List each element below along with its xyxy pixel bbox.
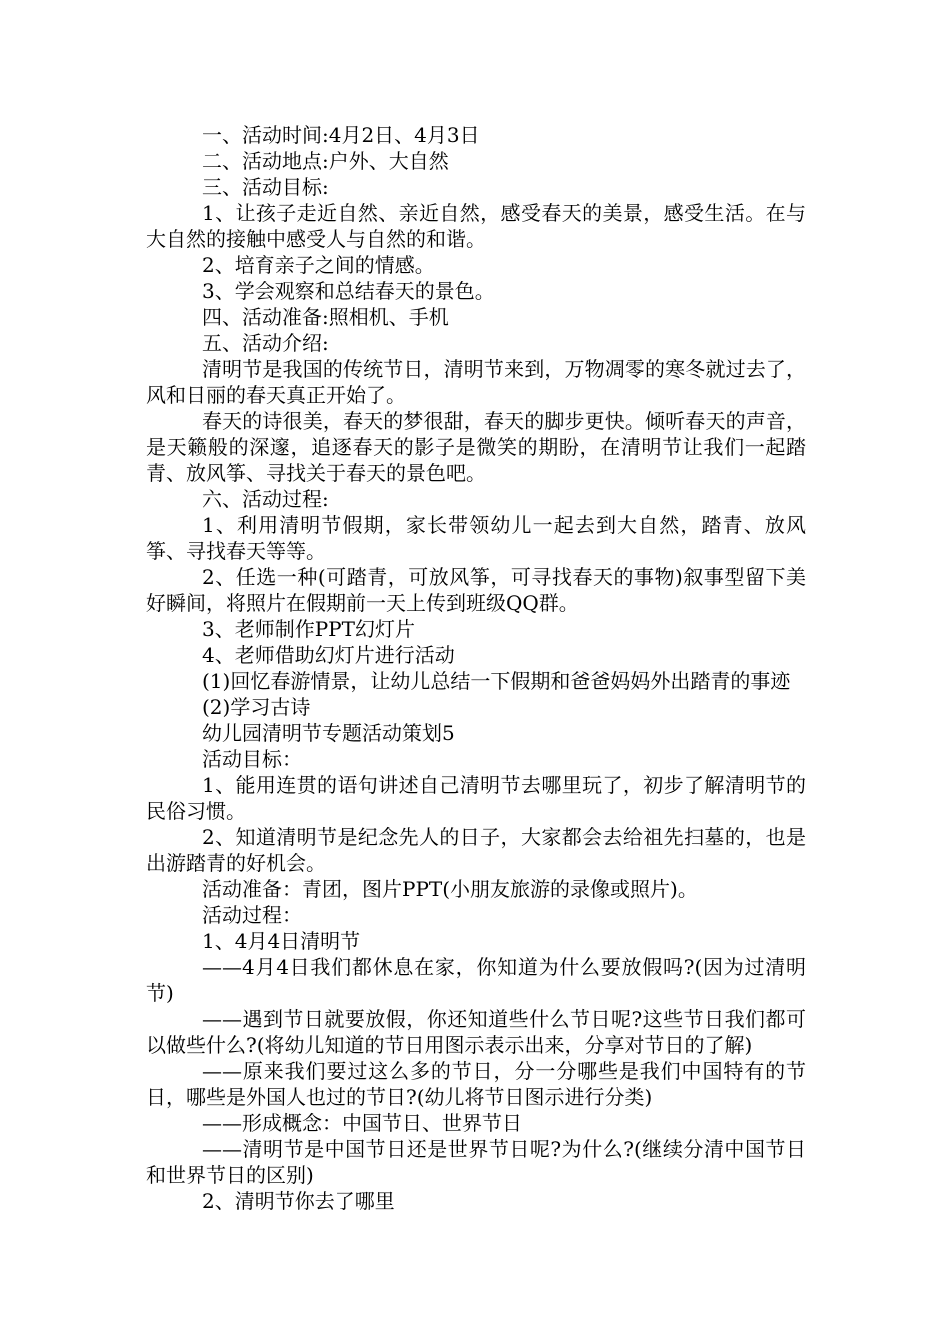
- paragraph-introduction-heading: 五、活动介绍:: [202, 331, 329, 355]
- paragraph-process-4-sub-1: (1)回忆春游情景，让幼儿总结一下假期和爸爸妈妈外出踏青的事迹: [202, 669, 791, 693]
- paragraph-process-4-sub-2: (2)学习古诗: [202, 695, 311, 719]
- paragraph-dialogue-3: ——原来我们要过这么多的节日，分一分哪些是我们中国特有的节日，哪些是外国人也过的节日?(幼儿将节日图示进行分类): [146, 1059, 806, 1109]
- section-title-plan-5: 幼儿园清明节专题活动策划5: [202, 721, 455, 745]
- paragraph-plan5-goals-heading: 活动目标：: [202, 747, 302, 771]
- paragraph-dialogue-2: ——遇到节日就要放假，你还知道些什么节日呢?这些节日我们都可以做些什么?(将幼儿知道的节日用图示表示出来，分享对节日的了解): [146, 1007, 806, 1057]
- paragraph-process-heading: 六、活动过程:: [202, 487, 329, 511]
- paragraph-goal-2: 2、培育亲子之间的情感。: [202, 253, 435, 277]
- paragraph-goal-1: 1、让孩子走近自然、亲近自然，感受春天的美景，感受生活。在与大自然的接触中感受人与自然的和谐。: [146, 201, 806, 251]
- paragraph-process-2: 2、任选一种(可踏青，可放风筝，可寻找春天的事物)叙事型留下美好瞬间，将照片在假期前一天上传到班级QQ群。: [146, 565, 806, 615]
- paragraph-plan5-process-heading: 活动过程：: [202, 903, 302, 927]
- paragraph-introduction-1: 清明节是我国的传统节日，清明节来到，万物凋零的寒冬就过去了，风和日丽的春天真正开始了。: [146, 357, 806, 407]
- paragraph-activity-time: 一、活动时间:4月2日、4月3日: [202, 123, 480, 147]
- paragraph-plan5-preparation: 活动准备：青团，图片PPT(小朋友旅游的录像或照片)。: [202, 877, 698, 901]
- paragraph-activity-place: 二、活动地点:户外、大自然: [202, 149, 449, 173]
- paragraph-process-3: 3、老师制作PPT幻灯片: [202, 617, 415, 641]
- paragraph-introduction-2: 春天的诗很美，春天的梦很甜，春天的脚步更快。倾听春天的声音，是天籁般的深邃，追逐春天的影子是微笑的期盼，在清明节让我们一起踏青、放风筝、寻找关于春天的景色吧。: [146, 409, 806, 485]
- paragraph-plan5-step-2: 2、清明节你去了哪里: [202, 1189, 395, 1213]
- paragraph-process-4: 4、老师借助幻灯片进行活动: [202, 643, 455, 667]
- paragraph-dialogue-1: ——4月4日我们都休息在家，你知道为什么要放假吗?(因为过清明节): [146, 955, 806, 1005]
- paragraph-plan5-step-1: 1、4月4日清明节: [202, 929, 361, 953]
- paragraph-activity-goals-heading: 三、活动目标:: [202, 175, 329, 199]
- paragraph-preparation: 四、活动准备:照相机、手机: [202, 305, 449, 329]
- paragraph-goal-3: 3、学会观察和总结春天的景色。: [202, 279, 495, 303]
- document-body: [146, 122, 806, 1214]
- paragraph-dialogue-4: ——形成概念：中国节日、世界节日: [202, 1111, 522, 1135]
- paragraph-plan5-goal-2: 2、知道清明节是纪念先人的日子，大家都会去给祖先扫墓的，也是出游踏青的好机会。: [146, 825, 806, 875]
- paragraph-process-1: 1、利用清明节假期，家长带领幼儿一起去到大自然，踏青、放风筝、寻找春天等等。: [146, 513, 806, 563]
- paragraph-plan5-goal-1: 1、能用连贯的语句讲述自己清明节去哪里玩了，初步了解清明节的民俗习惯。: [146, 773, 806, 823]
- paragraph-dialogue-5: ——清明节是中国节日还是世界节日呢?为什么?(继续分清中国节日和世界节日的区别): [146, 1137, 806, 1187]
